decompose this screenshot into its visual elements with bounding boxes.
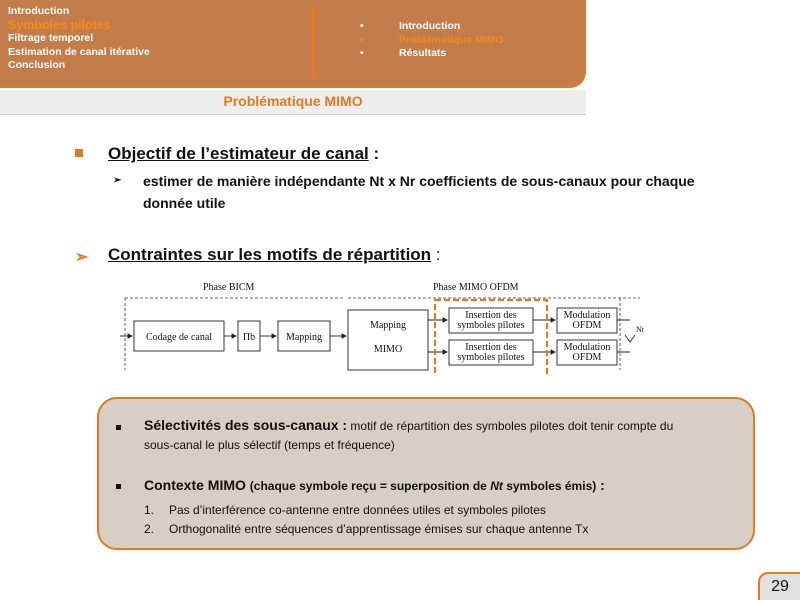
interleaver-label: Πb [242,332,256,343]
item2-nt: Nt [490,479,503,493]
mapping-label: Mapping [285,332,323,343]
bullet-icon: • [360,33,364,46]
arrowhead [443,350,447,354]
section-title-bar [0,90,586,115]
subnav-item-introduction[interactable]: Introduction [399,20,461,32]
mapping-mimo-block [348,310,428,370]
bullet2-heading: Contraintes sur les motifs de répartition [108,245,432,264]
insertion2-line2: symboles pilotes [457,352,525,363]
square-bullet-icon [116,484,121,489]
bullet1-subitem-text: estimer de manière indépendante Nt x Nr coefficients de sous-canaux pour chaque donnée utile [143,173,695,211]
phase-mimo-label: Phase MIMO OFDM [433,282,519,293]
outline-nav [8,5,150,73]
nav-item-conclusion[interactable]: Conclusion [8,59,66,71]
bullet-icon: • [360,47,364,59]
ofdm1-line1: Modulation [563,310,611,321]
section-title: Problématique MIMO [223,93,363,109]
mimo-label: MIMO [373,344,403,355]
item2-colon: : [596,477,605,493]
item2-title: Contexte MIMO [144,477,246,493]
page-number-box [758,572,800,600]
list-number-2: 2. [144,522,155,536]
arrowhead [128,334,132,338]
ofdm1-line2: OFDM [572,320,602,331]
item2-paren-b: symboles émis) [502,479,597,493]
square-bullet-icon [116,425,121,430]
nav-divider [312,5,315,77]
subsection-nav [360,20,503,61]
arrowhead [232,334,236,338]
subnav-item-resultats[interactable]: Résultats [399,47,447,59]
arrowhead [272,334,276,338]
insertion1-line2: symboles pilotes [457,320,525,331]
ofdm2-line2: OFDM [572,352,602,363]
subnav-item-problematique-mimo[interactable]: Problématique MIMO [399,33,504,46]
bullet2-heading-line [108,245,441,265]
bullet2-colon: : [431,245,441,264]
bullet1-heading-line [108,144,379,164]
list-item-1: Pas d’interférence co-antenne entre données utiles et symboles pilotes [169,503,546,517]
list-number-1: 1. [144,503,155,517]
ofdm2-line1: Modulation [563,342,611,353]
item1-text: motif de répartition des symboles pilotes doit tenir compte du [347,419,674,433]
nav-item-filtrage-temporel[interactable]: Filtrage temporel [8,32,94,44]
nav-item-introduction[interactable]: Introduction [8,5,70,17]
item2-paren-a: (chaque symbole reçu = superposition de [249,479,491,493]
item1-title: Sélectivités des sous-canaux : [144,417,348,433]
page-number: 29 [771,578,789,595]
list-item-2: Orthogonalité entre séquences d’apprentissage émises sur chaque antenne Tx [169,522,589,536]
mapping-mimo-label: Mapping [369,320,407,331]
arrow-bullet-icon: ➢ [113,175,122,186]
bullet1-colon: : [368,144,380,163]
arrowhead [551,318,555,322]
item1-text-cont: sous-canal le plus sélectif (temps et fréquence) [144,438,395,452]
arrowhead [443,318,447,322]
item2-line [144,477,605,493]
arrows-out [617,320,630,352]
codage-label: Codage de canal [145,332,213,343]
item1-line [144,417,744,433]
nav-item-estimation-iterative[interactable]: Estimation de canal itérative [8,45,150,58]
bullet1-heading: Objectif de l’estimateur de canal [108,144,369,163]
phase-bicm-label: Phase BICM [203,282,255,293]
arrowhead [551,350,555,354]
nav-item-symboles-pilotes[interactable]: Symboles pilotes [8,17,111,32]
antenna-icon [625,335,635,342]
constraints-box [97,397,755,550]
arrowhead [342,334,346,338]
insertion2-line1: Insertion des [465,342,517,353]
nt-label: Nt [636,325,644,334]
header-banner [0,0,586,88]
mimo-ofdm-block-diagram [120,280,650,375]
arrow-bullet-icon: ➢ [75,249,89,266]
square-bullet-icon [75,149,83,157]
insertion1-line1: Insertion des [465,310,517,321]
bullet-icon: • [360,20,364,32]
